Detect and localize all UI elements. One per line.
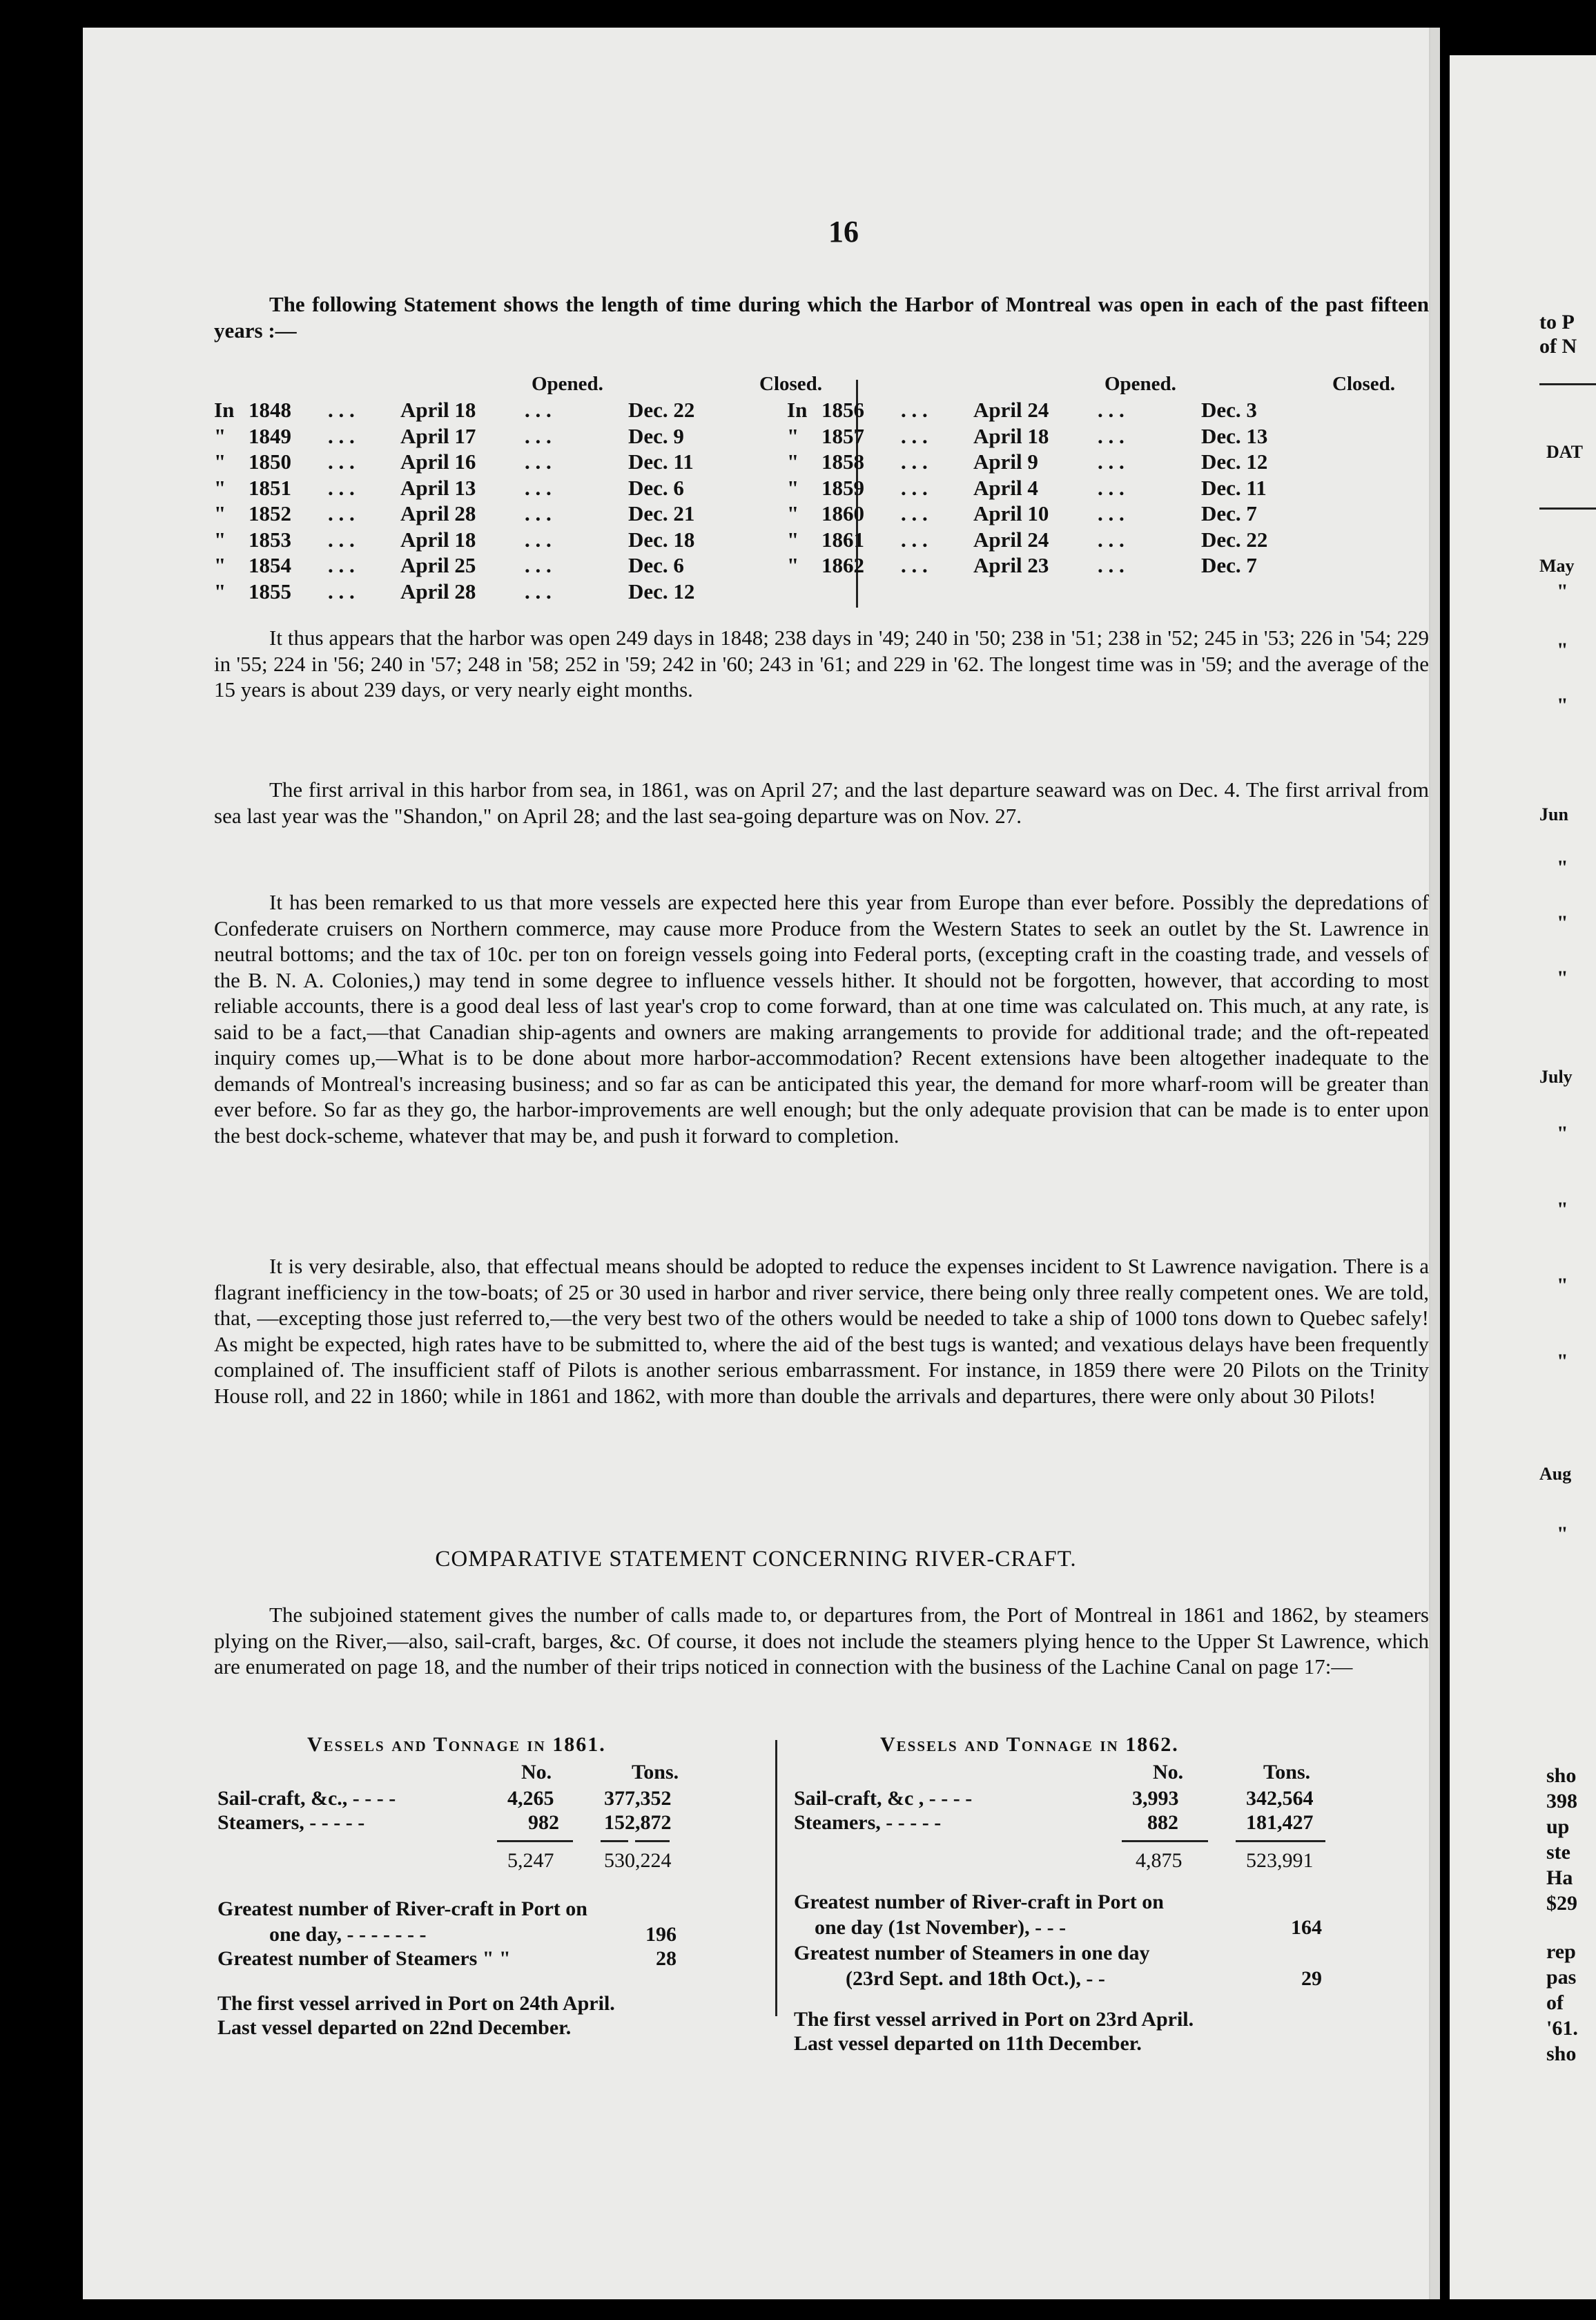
harbor-year: 1850	[249, 450, 291, 474]
harbor-dots: . . .	[901, 423, 928, 448]
greatest-label: one day (1st November), - - -	[815, 1916, 1067, 1939]
harbor-closed: Dec. 12	[1201, 450, 1268, 474]
greatest-value: 28	[656, 1947, 677, 1970]
edge-text: "	[1557, 1274, 1568, 1297]
greatest-label: Greatest number of Steamers in one day	[794, 1942, 1150, 1964]
harbor-dates-table	[214, 373, 1436, 621]
last-vessel: Last vessel departed on 11th December.	[794, 2032, 1142, 2055]
harbor-year: 1853	[249, 527, 291, 552]
section-heading: COMPARATIVE STATEMENT CONCERNING RIVER-CRAFT.	[435, 1547, 1077, 1572]
harbor-prefix: "	[214, 475, 226, 500]
harbor-dots: . . .	[1098, 501, 1125, 525]
col-no-header: No.	[521, 1761, 552, 1784]
harbor-prefix: In	[214, 398, 235, 422]
edge-text: of N	[1539, 335, 1577, 358]
harbor-prefix: "	[787, 553, 799, 577]
harbor-dots: . . .	[525, 527, 552, 552]
harbor-opened: April 18	[973, 423, 1049, 448]
harbor-closed: Dec. 7	[1201, 553, 1257, 577]
edge-text: Jun	[1539, 804, 1568, 824]
harbor-dots: . . .	[328, 501, 355, 525]
harbor-year: 1851	[249, 475, 291, 500]
harbor-closed: Dec. 18	[628, 527, 695, 552]
harbor-dots: . . .	[525, 579, 552, 603]
harbor-dots: . . .	[901, 450, 928, 474]
edge-text: Ha	[1546, 1866, 1573, 1889]
harbor-dots: . . .	[901, 553, 928, 577]
harbor-dots: . . .	[328, 450, 355, 474]
harbor-opened: April 25	[400, 553, 476, 577]
opened-header: Opened.	[532, 373, 603, 395]
harbor-prefix: "	[787, 450, 799, 474]
first-vessel: The first vessel arrived in Port on 23rd April.	[794, 2008, 1194, 2031]
harbor-year: 1860	[821, 501, 864, 525]
harbor-year: 1861	[821, 527, 864, 552]
harbor-year: 1854	[249, 553, 291, 577]
harbor-year: 1857	[821, 423, 864, 448]
harbor-closed: Dec. 6	[628, 475, 684, 500]
days-paragraph	[214, 625, 1429, 703]
edge-rule	[1539, 508, 1596, 510]
table-title: Vessels and Tonnage in 1861.	[307, 1733, 606, 1756]
harbor-dots: . . .	[525, 450, 552, 474]
greatest-label: Greatest number of Steamers " "	[217, 1947, 511, 1970]
total-no: 4,875	[1136, 1849, 1183, 1872]
sum-rule	[601, 1840, 628, 1842]
harbor-closed: Dec. 11	[1201, 475, 1267, 500]
harbor-dots: . . .	[901, 501, 928, 525]
harbor-closed: Dec. 6	[628, 553, 684, 577]
harbor-dots: . . .	[1098, 475, 1125, 500]
harbor-dots: . . .	[1098, 527, 1125, 552]
edge-text: Aug	[1539, 1464, 1572, 1484]
days-text: It thus appears that the harbor was open 249 days in 1848; 238 days in '49; 240 in '50; 238 in '51; 238 in '52; 245 in '53; 226 in '54; 229 in '55; 224 in '56; 240 in '57; 248 in '58; 252 in '59; 242 in '60; 243 in '61; and 229 in '62. The longest time was in '59; and the average of the 15 years is about 239 days, or very nearly eight months.	[214, 626, 1429, 702]
greatest-label: (23rd Sept. and 18th Oct.), - -	[846, 1967, 1105, 1990]
harbor-dots: . . .	[525, 475, 552, 500]
sum-rule	[497, 1840, 573, 1842]
edge-text: "	[1557, 1122, 1568, 1145]
edge-text: up	[1546, 1815, 1570, 1838]
harbor-prefix: In	[787, 398, 808, 422]
harbor-prefix: "	[214, 579, 226, 603]
harbor-year: 1856	[821, 398, 864, 422]
harbor-dots: . . .	[1098, 553, 1125, 577]
harbor-closed: Dec. 9	[628, 423, 684, 448]
last-vessel: Last vessel departed on 22nd December.	[217, 2016, 572, 2039]
arrival-text: The first arrival in this harbor from sea, in 1861, was on April 27; and the last departure seaward was on Dec. 4. The first arrival from sea last year was the "Shandon," on April 28; and the last sea-going departure was on Nov. 27.	[214, 777, 1429, 828]
row-tons: 342,564	[1246, 1787, 1314, 1810]
harbor-prefix: "	[214, 553, 226, 577]
sum-rule	[1122, 1840, 1208, 1842]
first-vessel: The first vessel arrived in Port on 24th April.	[217, 1992, 615, 2015]
harbor-opened: April 16	[400, 450, 476, 474]
edge-text: "	[1557, 639, 1568, 661]
edge-text: 398	[1546, 1790, 1577, 1812]
edge-text: sho	[1546, 2042, 1577, 2065]
harbor-year: 1859	[821, 475, 864, 500]
page-number: 16	[828, 215, 859, 249]
harbor-opened: April 4	[973, 475, 1038, 500]
row-no: 3,993	[1132, 1787, 1179, 1810]
edge-text: "	[1557, 1522, 1568, 1545]
harbor-opened: April 24	[973, 527, 1049, 552]
harbor-opened: April 18	[400, 527, 476, 552]
desirable-paragraph	[214, 1253, 1429, 1409]
harbor-dots: . . .	[328, 527, 355, 552]
harbor-prefix: "	[214, 450, 226, 474]
harbor-closed: Dec. 22	[628, 398, 695, 422]
harbor-prefix: "	[214, 423, 226, 448]
harbor-opened: April 13	[400, 475, 476, 500]
harbor-dots: . . .	[1098, 423, 1125, 448]
edge-rule	[1539, 383, 1596, 385]
harbor-dots: . . .	[328, 423, 355, 448]
harbor-dots: . . .	[901, 398, 928, 422]
edge-text: "	[1557, 911, 1568, 934]
opened-header: Opened.	[1104, 373, 1176, 395]
harbor-opened: April 9	[973, 450, 1038, 474]
harbor-year: 1858	[821, 450, 864, 474]
greatest-label: Greatest number of River-craft in Port on	[794, 1891, 1164, 1913]
edge-text: sho	[1546, 1764, 1577, 1787]
edge-text: DAT	[1546, 442, 1583, 462]
harbor-dots: . . .	[901, 527, 928, 552]
row-no: 4,265	[507, 1787, 554, 1810]
remarked-text: It has been remarked to us that more vessels are expected here this year from Europe than ever before. Possibly the depredations of Confederate cruisers on Northern commerce, may cause more Produce from the Western States to seek an outlet by the St. Lawrence in neutral bottoms; and the tax of 10c. per ton on foreign vessels going into Federal ports, (excepting craft in the coasting trade, and vessels of the B. N. A. Colonies,) may tend in some degree to influence vessels hither. It should not be forgotten, however, that according to most reliable accounts, there is a good deal less of last year's crop to come forward, than at one time was calculated on. This much, at any rate, is said to be a fact,—that Canadian ship-agents and owners are making arrangements to provide for additional trade; and the oft-repeated inquiry comes up,—What is to be done about more harbor-accommodation? Recent extensions have been altogether inadequate to the demands of Montreal's increasing business; and so far as can be anticipated this year, the demand for more wharf-room will be greater than ever before. So far as they go, the harbor-improvements are well enough; but the only adequate provision that can be made is to enter upon the best dock-scheme, whatever that may be, and push it forward to completion.	[214, 890, 1429, 1148]
total-tons: 530,224	[604, 1849, 672, 1872]
edge-text: "	[1557, 1350, 1568, 1373]
harbor-dots: . . .	[1098, 450, 1125, 474]
edge-text: "	[1557, 580, 1568, 603]
harbor-dots: . . .	[328, 553, 355, 577]
harbor-prefix: "	[787, 423, 799, 448]
total-tons: 523,991	[1246, 1849, 1314, 1872]
harbor-closed: Dec. 7	[1201, 501, 1257, 525]
harbor-closed: Dec. 3	[1201, 398, 1257, 422]
edge-text: '61.	[1546, 2017, 1578, 2040]
harbor-opened: April 28	[400, 579, 476, 603]
edge-text: of	[1546, 1991, 1564, 2014]
col-no-header: No.	[1153, 1761, 1184, 1784]
greatest-value: 164	[1291, 1916, 1322, 1939]
edge-text: "	[1557, 967, 1568, 989]
greatest-label: Greatest number of River-craft in Port on	[217, 1897, 587, 1920]
subjoined-text: The subjoined statement gives the number of calls made to, or departures from, the Port of Montreal in 1861 and 1862, by steamers plying on the River,—also, sail-craft, barges, &c. Of course, it does not include the steamers plying hence to the Upper St Lawrence, which are enumerated on page 18, and the number of their trips noticed in connection with the business of the Lachine Canal on page 17:—	[214, 1603, 1429, 1679]
harbor-closed: Dec. 21	[628, 501, 695, 525]
harbor-opened: April 24	[973, 398, 1049, 422]
row-label: Steamers, - - - - -	[794, 1811, 942, 1834]
edge-text: $29	[1546, 1892, 1577, 1915]
edge-text: July	[1539, 1067, 1573, 1087]
table-1861	[217, 1733, 770, 2039]
harbor-opened: April 28	[400, 501, 476, 525]
harbor-closed: Dec. 13	[1201, 423, 1268, 448]
edge-text: "	[1557, 856, 1568, 879]
harbor-year: 1848	[249, 398, 291, 422]
col-tons-header: Tons.	[1263, 1761, 1311, 1784]
harbor-prefix: "	[787, 527, 799, 552]
row-label: Sail-craft, &c., - - - -	[217, 1787, 396, 1810]
arrival-paragraph	[214, 777, 1429, 829]
table-1862	[794, 1733, 1401, 2055]
harbor-opened: April 18	[400, 398, 476, 422]
edge-text: rep	[1546, 1940, 1576, 1963]
edge-text: May	[1539, 556, 1575, 576]
harbor-dots: . . .	[525, 501, 552, 525]
greatest-label: one day, - - - - - - -	[269, 1923, 427, 1946]
harbor-dots: . . .	[525, 423, 552, 448]
desirable-text: It is very desirable, also, that effectual means should be adopted to reduce the expenses incident to St Lawrence navigation. There is a flagrant inefficiency in the tow-boats; of 25 or 30 used in harbor and river service, there being only three really competent ones. We are told, that, —excepting those just referred to,—the very best two of the others would be needed to take a ship of 1000 tons down to Quebec safely! As might be expected, high rates have to be submitted to, where the aid of the best tugs is wanted; and vexatious delays have been frequently complained of. The insufficient staff of Pilots is another serious embarrassment. For instance, in 1859 there were 20 Pilots on the Trinity House roll, and 22 in 1860; while in 1861 and 1862, with more than double the arrivals and departures, there were only about 30 Pilots!	[214, 1254, 1429, 1408]
harbor-dots: . . .	[525, 398, 552, 422]
row-tons: 152,872	[604, 1811, 672, 1834]
row-tons: 181,427	[1246, 1811, 1314, 1834]
row-no: 982	[528, 1811, 559, 1834]
closed-header: Closed.	[759, 373, 823, 395]
harbor-dots: . . .	[1098, 398, 1125, 422]
harbor-dots: . . .	[328, 475, 355, 500]
intro-paragraph	[214, 291, 1429, 343]
harbor-year: 1862	[821, 553, 864, 577]
harbor-prefix: "	[787, 475, 799, 500]
edge-text: ste	[1546, 1841, 1570, 1864]
harbor-closed: Dec. 12	[628, 579, 695, 603]
intro-text: The following Statement shows the length of time during which the Harbor of Montreal was open in each of the past fifteen years :—	[214, 292, 1429, 342]
row-label: Sail-craft, &c , - - - -	[794, 1787, 973, 1810]
total-no: 5,247	[507, 1849, 554, 1872]
harbor-dots: . . .	[328, 398, 355, 422]
harbor-dots: . . .	[525, 553, 552, 577]
harbor-closed: Dec. 22	[1201, 527, 1268, 552]
harbor-dots: . . .	[328, 579, 355, 603]
harbor-year: 1849	[249, 423, 291, 448]
harbor-prefix: "	[787, 501, 799, 525]
row-no: 882	[1147, 1811, 1178, 1834]
table-divider	[775, 1740, 777, 2016]
col-tons-header: Tons.	[632, 1761, 679, 1784]
sum-rule	[1236, 1840, 1325, 1842]
harbor-prefix: "	[214, 501, 226, 525]
harbor-year: 1852	[249, 501, 291, 525]
edge-text: "	[1557, 694, 1568, 717]
table-title: Vessels and Tonnage in 1862.	[880, 1733, 1179, 1756]
harbor-closed: Dec. 11	[628, 450, 694, 474]
row-tons: 377,352	[604, 1787, 672, 1810]
harbor-prefix: "	[214, 527, 226, 552]
document-page	[83, 28, 1429, 2299]
harbor-opened: April 23	[973, 553, 1049, 577]
sum-rule	[635, 1840, 670, 1842]
subjoined-paragraph	[214, 1602, 1429, 1680]
edge-text: to P	[1539, 311, 1575, 334]
greatest-value: 29	[1301, 1967, 1322, 1990]
edge-text: pas	[1546, 1966, 1577, 1989]
harbor-opened: April 17	[400, 423, 476, 448]
greatest-value: 196	[645, 1923, 677, 1946]
facing-page-edge	[1450, 55, 1596, 2299]
row-label: Steamers, - - - - -	[217, 1811, 365, 1834]
edge-text: "	[1557, 1198, 1568, 1221]
remarked-paragraph	[214, 889, 1429, 1148]
harbor-year: 1855	[249, 579, 291, 603]
harbor-dots: . . .	[901, 475, 928, 500]
harbor-opened: April 10	[973, 501, 1049, 525]
closed-header: Closed.	[1332, 373, 1396, 395]
